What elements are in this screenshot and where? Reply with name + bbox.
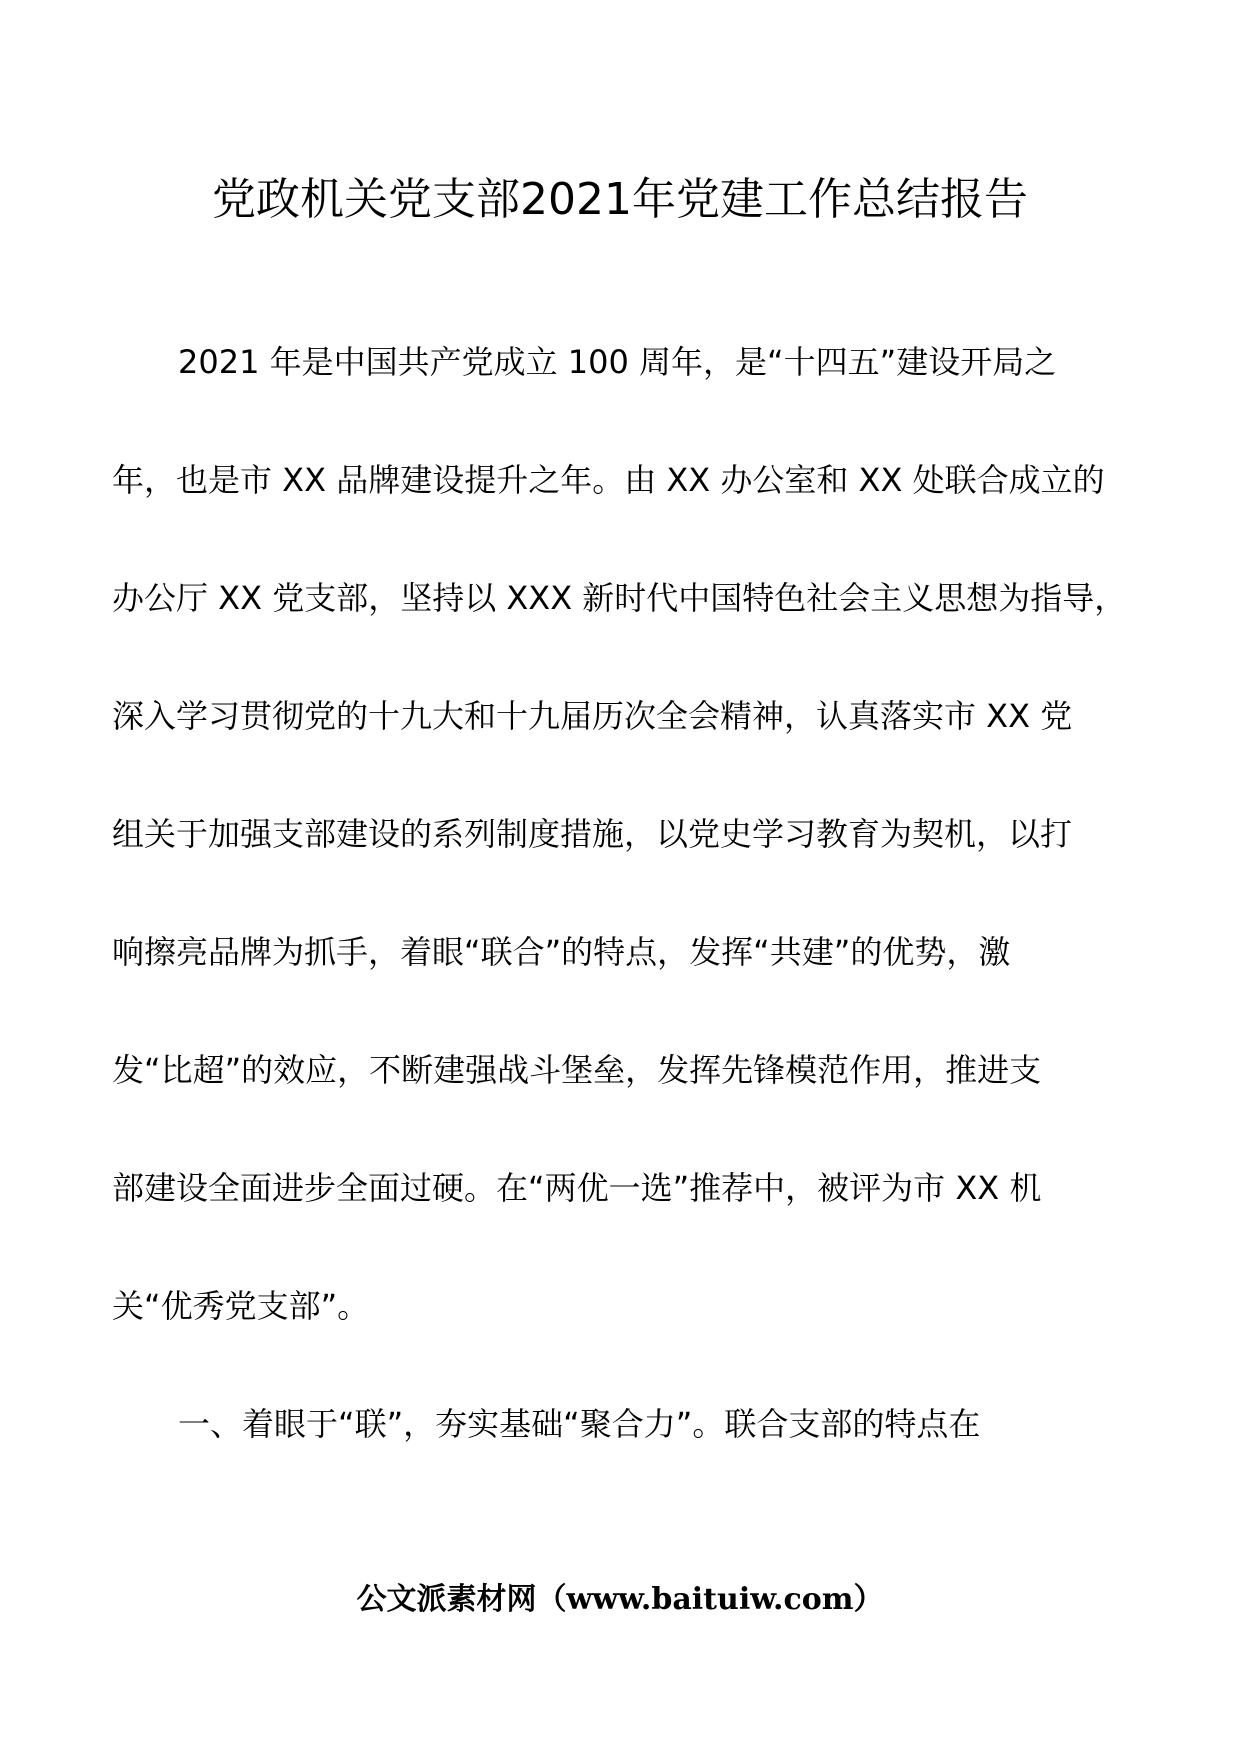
paragraph-line: 年，也是市 XX 品牌建设提升之年。由 XX 办公室和 XX 处联合成立的 xyxy=(112,461,1105,499)
paragraph-line: 发“比超”的效应，不断建强战斗堡垒，发挥先锋模范作用，推进支 xyxy=(112,1051,1042,1089)
paragraph-line: 部建设全面进步全面过硬。在“两优一选”推荐中，被评为市 XX 机 xyxy=(112,1169,1042,1207)
paragraph-line: 组关于加强支部建设的系列制度措施，以党史学习教育为契机，以打 xyxy=(112,815,1073,853)
document-title: 党政机关党支部2021年党建工作总结报告 xyxy=(212,174,1028,225)
paragraph-line: 办公厅 XX 党支部，坚持以 XXX 新时代中国特色社会主义思想为指导， xyxy=(112,579,1127,617)
paragraph-line: 关“优秀党支部”。 xyxy=(112,1287,370,1325)
section-heading-line: 一、着眼于“联”，夯实基础“聚合力”。联合支部的特点在 xyxy=(178,1405,981,1443)
paragraph-line: 深入学习贯彻党的十九大和十九届历次全会精神，认真落实市 XX 党 xyxy=(112,697,1073,735)
paragraph-line: 响擦亮品牌为抓手，着眼“联合”的特点，发挥“共建”的优势，激 xyxy=(112,933,1011,971)
source-footer: 公文派素材网（www.baituiw.com） xyxy=(356,1582,884,1617)
paragraph-line: 2021 年是中国共产党成立 100 周年，是“十四五”建设开局之 xyxy=(178,343,1057,381)
